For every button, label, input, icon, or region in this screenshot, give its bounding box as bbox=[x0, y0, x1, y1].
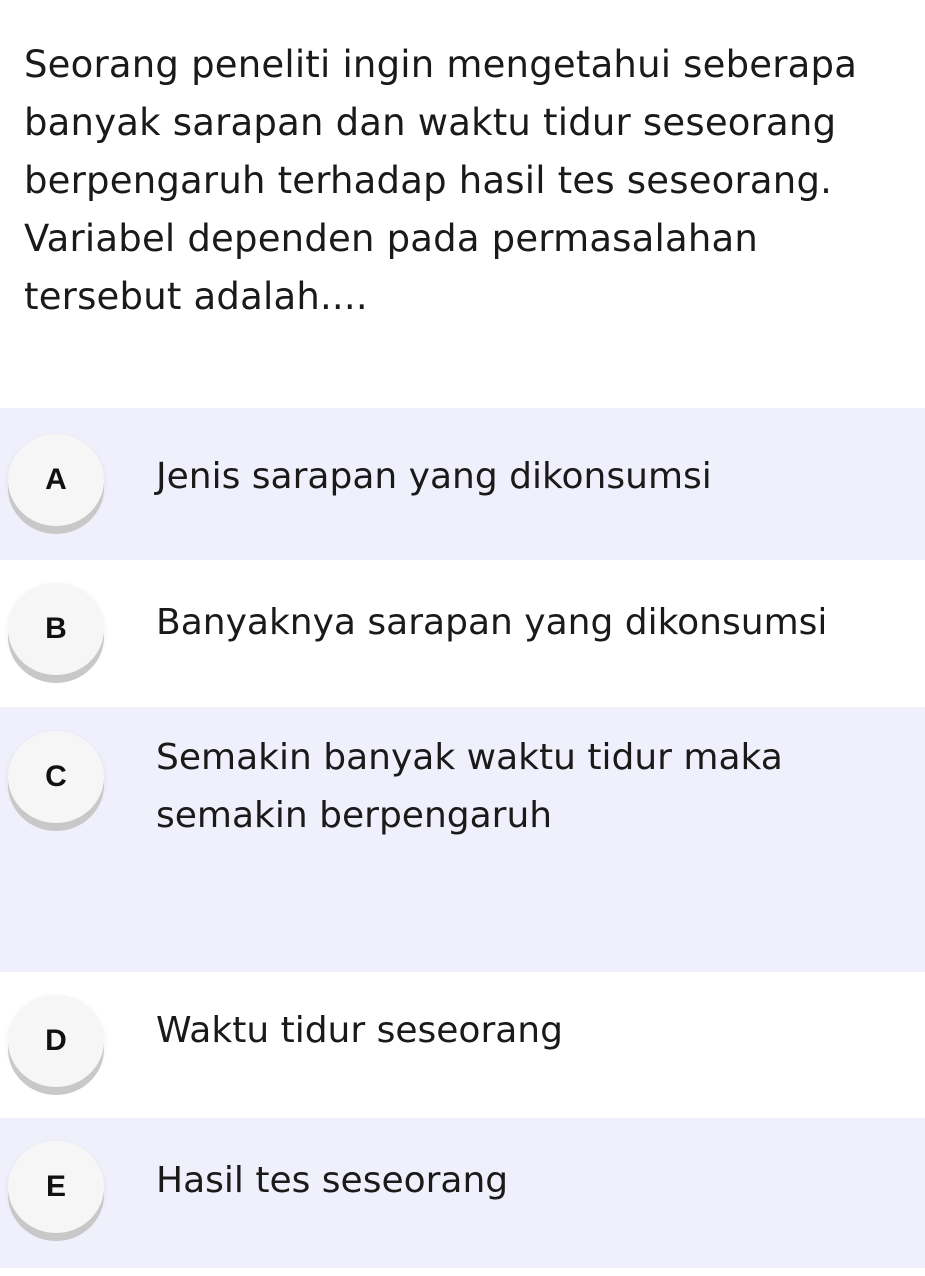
option-label: Semakin banyak waktu tidur maka semakin berpengaruh bbox=[156, 737, 783, 836]
option-letter-badge: A bbox=[8, 434, 104, 526]
option-a[interactable] bbox=[0, 408, 925, 560]
option-d[interactable] bbox=[0, 972, 925, 1118]
option-c[interactable] bbox=[0, 707, 925, 972]
option-label: Banyaknya sarapan yang dikonsumsi bbox=[156, 602, 828, 643]
question-text: Seorang peneliti ingin mengetahui seberapa banyak sarapan dan waktu tidur seseorang berpengaruh terhadap hasil tes seseorang. Variabel dependen pada permasalahan tersebut adalah.... bbox=[24, 43, 858, 318]
option-letter-badge: B bbox=[8, 583, 104, 675]
option-label: Waktu tidur seseorang bbox=[156, 1010, 563, 1051]
option-label: Jenis sarapan yang dikonsumsi bbox=[156, 456, 712, 497]
option-b[interactable] bbox=[0, 560, 925, 707]
option-e[interactable] bbox=[0, 1118, 925, 1268]
option-letter-badge: D bbox=[8, 995, 104, 1087]
option-letter-badge: C bbox=[8, 731, 104, 823]
option-label: Hasil tes seseorang bbox=[156, 1160, 509, 1201]
option-letter-badge: E bbox=[8, 1141, 104, 1233]
